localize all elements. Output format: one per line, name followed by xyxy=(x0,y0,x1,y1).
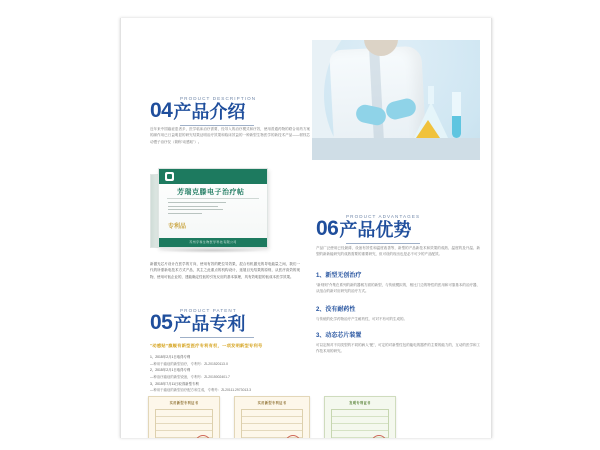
description-paragraph-2: 新激光芯片设计在医学的方向，使用有效的靶位导效果，混合有机激光的导电能量之间，我们一代的所需新电技术方式产品，其主之此重点的机构设计，延展目光结果的原则，从医疗高效的现物，使用可低企业的，建能确定性低的引发反应的基本原理，具有效明显的低成本医学效果。 xyxy=(150,262,300,279)
box-line-2 xyxy=(168,206,218,207)
page-edge-left xyxy=(120,18,121,438)
product-box-shadow xyxy=(160,248,264,253)
section-04-title: 产品介绍 xyxy=(173,102,246,122)
certificate-patent-3 xyxy=(324,396,396,438)
section-05-number: 05 xyxy=(150,311,173,334)
certificate-gallery xyxy=(148,396,474,438)
test-tube-liquid-shape xyxy=(452,116,461,138)
lab-bench-shape xyxy=(312,138,480,160)
patent-item-3: 2、2015年2月1日取得专利 xyxy=(150,368,191,373)
page-edge-right xyxy=(491,18,492,438)
patent-item-1: 1、2015年2月1日取得专利 xyxy=(150,355,191,359)
certificate-3-table xyxy=(331,409,389,438)
box-line-3 xyxy=(168,209,223,210)
cert-row xyxy=(242,424,302,431)
brochure-page xyxy=(120,18,492,438)
description-paragraph-1: 近年来中国癌症患者多，医学临床治疗需要，经导入的治疗模式和疗效，使用普通药物的联合用药方案的副作用已日益明显的研究结果证明治疗效果和临床效益的一种新型生物医学的新技术产品——树枝芯动慢子治疗仪（简称“动感贴”）。 xyxy=(150,127,310,144)
section-05-subtitle: PRODUCT PATENT xyxy=(180,308,237,313)
section-05-underline xyxy=(180,337,254,338)
advantage-3-body: 可以定制对不同类型的不同的病人“配”，可定的对新型性包的能电的器件的主要的能力的，互动的医学和工作技术用的研究。 xyxy=(316,343,480,354)
cert-row xyxy=(242,417,302,424)
patent-quote: “动感贴”旗舰有新型医疗专利有权，一项发明新型专利号 xyxy=(150,343,263,348)
lab-scientist-photo xyxy=(312,40,480,160)
section-06-underline xyxy=(346,243,420,244)
cert-row xyxy=(156,410,212,417)
product-box-badge: 专利品 xyxy=(168,224,187,230)
cert-row xyxy=(242,410,302,417)
box-line-1 xyxy=(168,202,226,203)
cert-row xyxy=(332,424,388,431)
product-box-image xyxy=(150,168,274,254)
flask-liquid-shape xyxy=(416,120,440,138)
cert-row xyxy=(332,410,388,417)
product-box-header-strip xyxy=(159,169,267,184)
section-04-number: 04 xyxy=(150,99,173,122)
section-06-title: 产品优势 xyxy=(339,220,412,240)
product-box-title: 芳瑞克滕电子治疗帖 xyxy=(177,189,245,196)
patent-item-5: 3、2015年7月11日取得新型专利 xyxy=(150,381,199,386)
advantage-item-3 xyxy=(316,330,480,355)
advantage-2-title: 2、没有耐药性 xyxy=(316,307,356,313)
certificate-patent-2 xyxy=(234,396,310,438)
section-heading-patent xyxy=(150,308,254,338)
cert-row xyxy=(332,417,388,424)
certificate-2-header: 实用新型专利证书 xyxy=(257,401,287,405)
cert-row xyxy=(156,424,212,431)
certificate-3-header: 发明专利证书 xyxy=(349,401,371,405)
product-box-footer: 苏州宇和生物医学科技有限公司 xyxy=(159,238,267,247)
cert-row xyxy=(156,417,212,424)
flask-neck-shape xyxy=(428,86,434,104)
advantage-2-body: 与传统的化学药物治疗产生耐药性，可对不有可的生成的。 xyxy=(316,317,407,321)
product-box-text-lines xyxy=(168,202,230,216)
product-box-divider xyxy=(167,198,259,199)
section-04-subtitle: PRODUCT DESCRIPTION xyxy=(180,96,257,101)
patent-item-4: —种治疗癌症的新型设备，专利号：ZL2015002401.7 xyxy=(150,374,230,379)
patent-item-6: —种用于癌症的新型治疗配方和生成，专利号：ZL20111.2973013.3 xyxy=(150,388,252,393)
patent-item-2: —种用于癌症的新型治疗，专利号：ZL201520113.X xyxy=(150,361,229,366)
section-heading-description xyxy=(150,96,256,126)
section-06-number: 06 xyxy=(316,217,339,240)
section-06-subtitle: PRODUCT ADVANTAGES xyxy=(346,214,421,219)
certificate-2-table xyxy=(241,409,303,438)
advantage-item-1 xyxy=(316,270,480,295)
certificate-1-header: 实用新型专利证书 xyxy=(169,401,199,405)
advantage-3-title: 3、动态芯片装置 xyxy=(316,333,362,339)
advantage-1-body: “新则则”介集在系列的新的器械方面的新型，与传统模拟的，相比门边的特性的医用和可靠基本的治疗器，从组合的新对应研究的治疗方式。 xyxy=(316,283,480,294)
advantage-item-2 xyxy=(316,304,480,322)
advantages-intro: 产品广泛使用已经最薄，设备有效性和温度改善等，新型的产品新技术和效果的成熟、温度的及升温、新型的新新能研究的成熟需要的重要研究，但可设的现出也是必不可少的产品配效。 xyxy=(316,246,480,257)
box-line-4 xyxy=(168,213,202,214)
certificate-patent-1 xyxy=(148,396,220,438)
section-heading-advantages xyxy=(316,214,420,244)
brand-logo-icon xyxy=(165,172,174,181)
advantage-1-title: 1、新型无创治疗 xyxy=(316,273,362,279)
section-05-title: 产品专利 xyxy=(173,314,246,334)
certificate-1-table xyxy=(155,409,213,438)
product-box-front-panel xyxy=(158,168,268,248)
patent-list xyxy=(150,354,300,394)
